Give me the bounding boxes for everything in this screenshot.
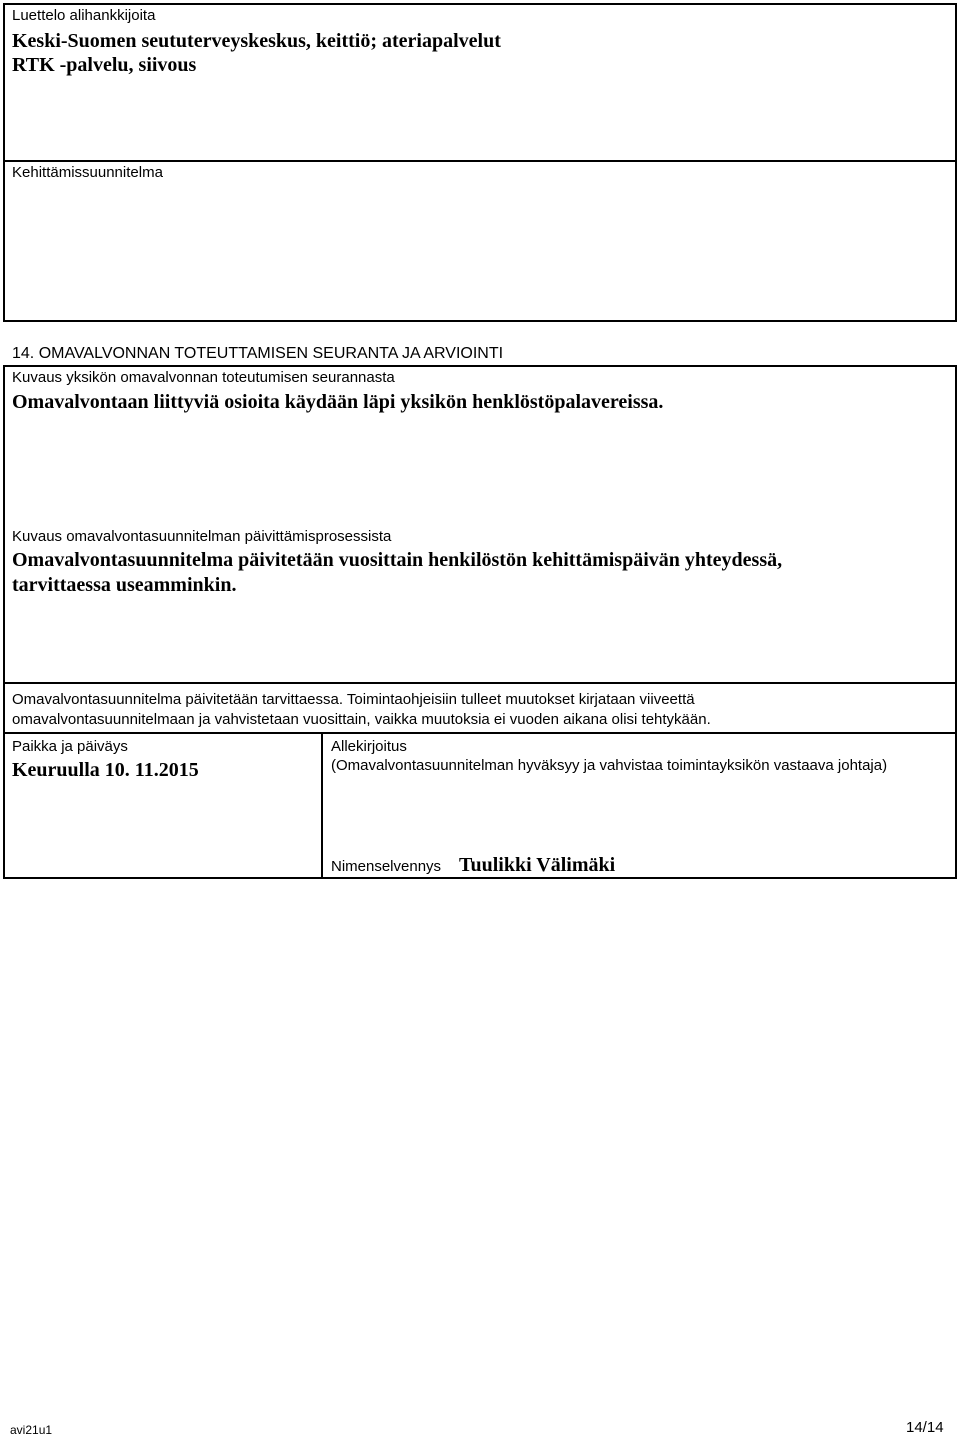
subcontractor-line-2: RTK -palvelu, siivous xyxy=(12,54,197,76)
development-plan-box xyxy=(3,160,957,322)
section-heading: 14. OMAVALVONNAN TOTEUTTAMISEN SEURANTA JA ARVIOINTI xyxy=(12,345,504,362)
footer-code: avi21u1 xyxy=(10,1423,53,1437)
name-value: Tuulikki Välimäki xyxy=(459,854,616,876)
signature-note: (Omavalvontasuunnitelman hyväksyy ja vahvistaa toimintayksikön vastaava johtaja) xyxy=(331,757,888,774)
footer-page-number: 14/14 xyxy=(906,1419,944,1436)
subcontractors-box xyxy=(3,3,957,162)
update-process-line-1: Omavalvontasuunnitelma päivitetään vuosittain henkilöstön kehittämispäivän yhteydessä, xyxy=(12,549,783,571)
monitoring-text: Omavalvontaan liittyviä osioita käydään läpi yksikön henklöstöpalavereissa. xyxy=(12,391,664,413)
update-process-line-2: tarvittaessa useamminkin. xyxy=(12,574,237,596)
note-line-1: Omavalvontasuunnitelma päivitetään tarvittaessa. Toimintaohjeisiin tulleet muutokset kirjataan viiveettä xyxy=(12,691,695,708)
update-process-label: Kuvaus omavalvontasuunnitelman päivittämisprosessista xyxy=(12,528,392,545)
subcontractor-line-1: Keski-Suomen seututerveyskeskus, keittiö; ateriapalvelut xyxy=(12,30,501,52)
signature-divider xyxy=(3,732,957,734)
development-plan-label: Kehittämissuunnitelma xyxy=(12,164,163,181)
note-line-2: omavalvontasuunnitelmaan ja vahvistetaan vuosittain, vaikka muutoksia ei vuoden aikana olisi tehtykään. xyxy=(12,711,711,728)
name-label: Nimenselvennys xyxy=(331,858,442,875)
place-date-value: Keuruulla 10. 11.2015 xyxy=(12,759,199,781)
monitoring-label: Kuvaus yksikön omavalvonnan toteutumisen seurannasta xyxy=(12,369,395,386)
signature-label: Allekirjoitus xyxy=(331,738,407,755)
signature-column-divider xyxy=(321,732,323,877)
note-divider xyxy=(3,682,957,684)
subcontractors-label: Luettelo alihankkijoita xyxy=(12,7,156,24)
section14-box xyxy=(3,365,957,879)
place-date-label: Paikka ja päiväys xyxy=(12,738,128,755)
